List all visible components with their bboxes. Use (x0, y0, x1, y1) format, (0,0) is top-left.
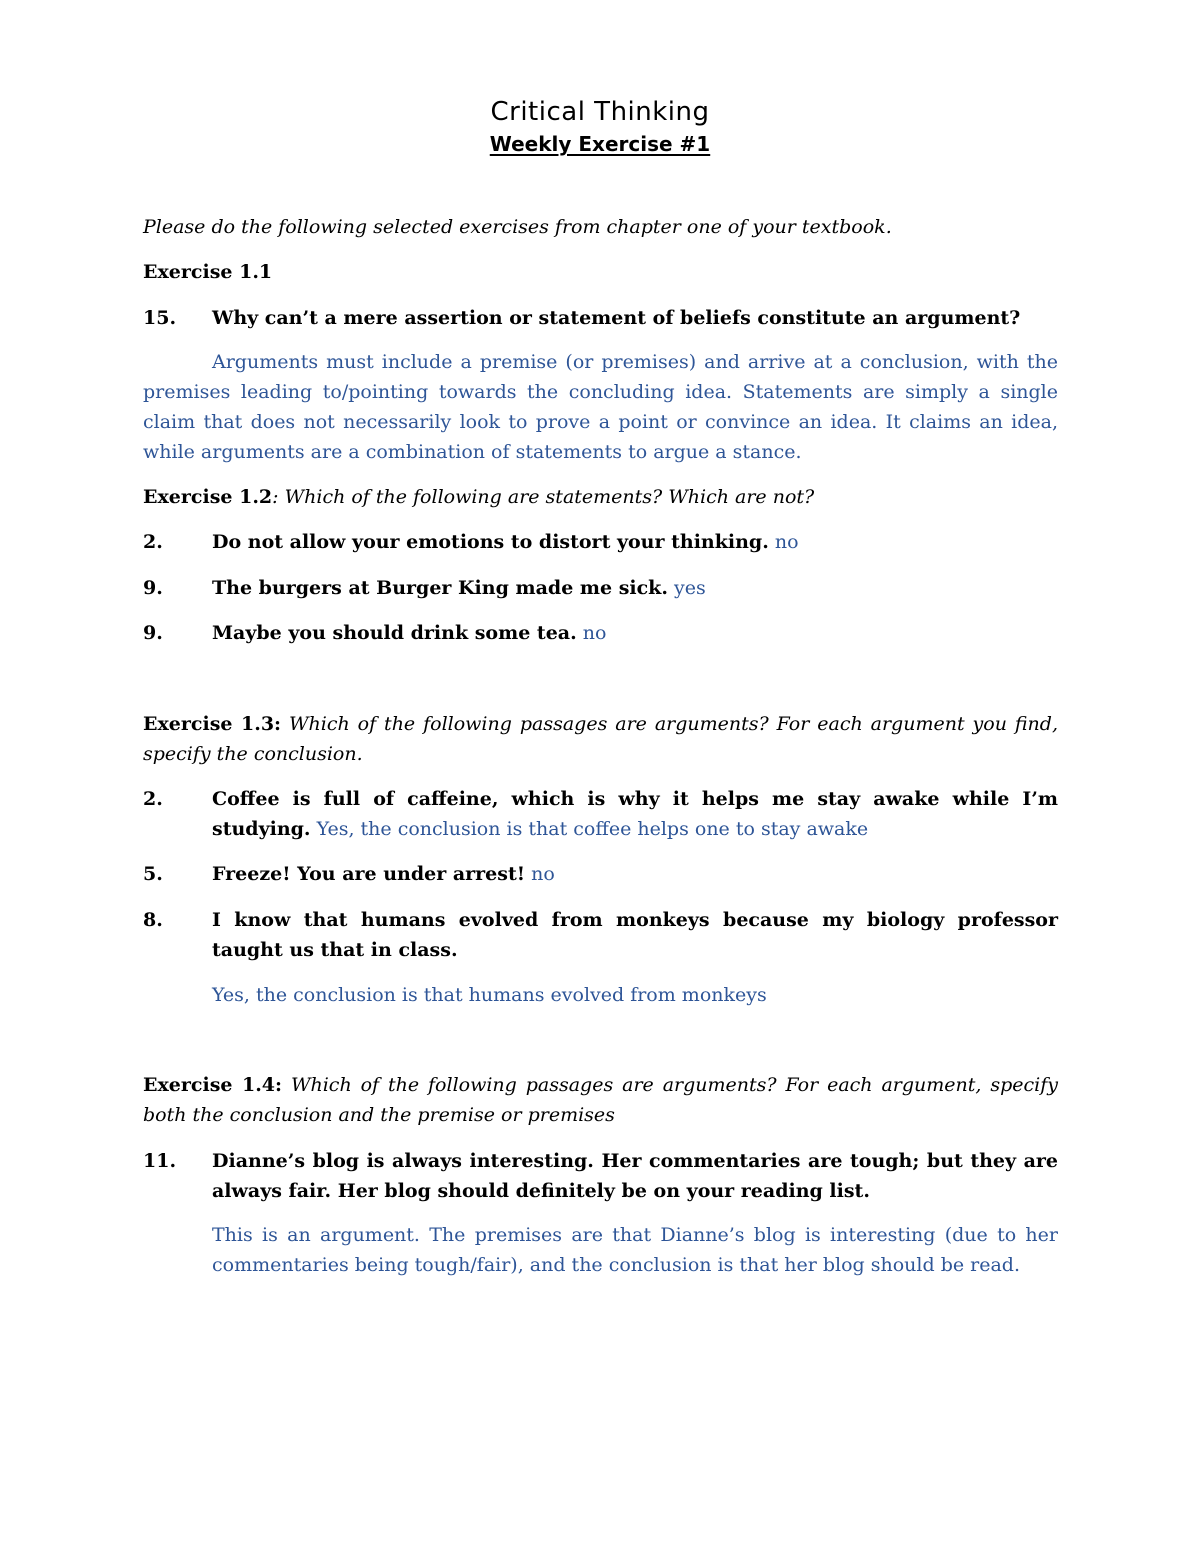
item-answer: yes (667, 577, 706, 599)
exercise-1-4-prompt: Which of the following passages are arguments? For each argument, specify both the conclusion and the premise or premises (143, 1074, 1058, 1126)
item-row (212, 573, 1058, 603)
item-answer: Yes, the conclusion is that coffee helps one to stay awake (310, 818, 869, 840)
subtitle-text: Weekly Exercise #1 (489, 132, 711, 156)
item-answer: Yes, the conclusion is that humans evolved from monkeys (212, 984, 767, 1006)
exercise-1-3-header (143, 709, 1058, 769)
item-text: I know that humans evolved from monkeys because my biology professor taught us that in class. (212, 909, 1058, 961)
item-text: Freeze! You are under arrest! (212, 863, 526, 885)
answer-paragraph: This is an argument. The premises are that Dianne’s blog is interesting (due to her commentaries being tough/fair), and the conclusion is that her blog should be read. (212, 1224, 1058, 1276)
item-row (212, 618, 1058, 648)
item-answer: no (768, 531, 799, 553)
exercise-1-2-prompt: : Which of the following are statements? Which are not? (272, 486, 815, 508)
exercise-1-4-heading: Exercise 1.4: (143, 1074, 283, 1096)
question-number: 11. (143, 1150, 177, 1172)
answer-paragraph: Arguments must include a premise (or premises) and arrive at a conclusion, with the premises leading to/pointing towards the concluding idea. Statements are simply a single claim that does not necessarily look to prove a point or convince an idea. It claims an idea, while arguments are a combination of statements to argue a stance. (143, 351, 1058, 463)
question-text: Why can’t a mere assertion or statement of beliefs constitute an argument? (212, 307, 1021, 329)
exercise-1-3-prompt: Which of the following passages are arguments? For each argument you find, specify the conclusion. (143, 713, 1058, 765)
item-number: 9. (143, 622, 163, 644)
item-row (212, 784, 1058, 844)
item-number: 8. (143, 909, 163, 931)
document-title: Critical Thinking (490, 97, 710, 127)
item-number: 2. (143, 531, 163, 553)
question-text: Dianne’s blog is always interesting. Her commentaries are tough; but they are always fair. Her blog should definitely be on your reading list. (212, 1150, 1058, 1202)
question-number: 15. (143, 307, 177, 329)
document-subtitle (0, 132, 1200, 156)
exercise-1-2-header (143, 482, 1058, 512)
item-number: 5. (143, 863, 163, 885)
intro-instructions: Please do the following selected exercises from chapter one of your textbook. (143, 216, 892, 238)
item-text: The burgers at Burger King made me sick. (212, 577, 668, 599)
exercise-1-1-heading: Exercise 1.1 (143, 261, 273, 283)
exercise-1-4-header (143, 1070, 1058, 1130)
item-row (212, 527, 1058, 557)
item-number: 9. (143, 577, 163, 599)
item-text: Coffee is full of caffeine, which is why it helps me stay awake while I’m studying. (212, 788, 1058, 840)
item-text: Do not allow your emotions to distort your thinking. (212, 531, 769, 553)
item-text: Maybe you should drink some tea. (212, 622, 577, 644)
item-number: 2. (143, 788, 163, 810)
item-answer: no (576, 622, 607, 644)
item-row (212, 859, 1058, 889)
exercise-1-2-heading: Exercise 1.2 (143, 486, 273, 508)
item-answer: no (525, 863, 555, 885)
exercise-1-3-heading: Exercise 1.3: (143, 713, 282, 735)
